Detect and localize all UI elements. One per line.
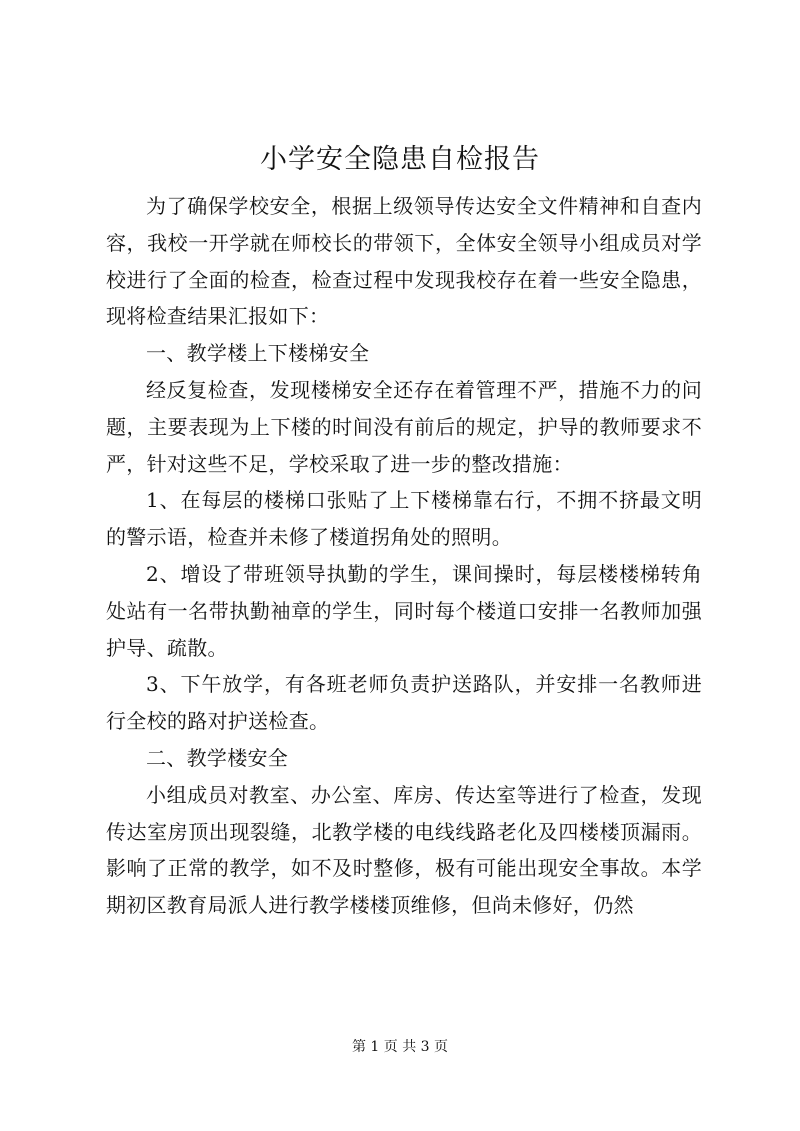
paragraph-intro: 为了确保学校安全，根据上级领导传达安全文件精神和自查内容，我校一开学就在师校长的带领下，全体安全领导小组成员对学校进行了全面的检查，检查过程中发现我校存在着一些安全隐患，现将检查结果汇报如下： — [106, 194, 702, 329]
list-item-measure-3: 3、下午放学，有各班老师负责护送路队，并安排一名教师进行全校的路对护送检查。 — [106, 672, 702, 734]
document-body — [106, 188, 702, 924]
paragraph-building-findings: 小组成员对教室、办公室、库房、传达室等进行了检查，发现传达室房顶出现裂缝，北教学楼的电线线路老化及四楼楼顶漏雨。影响了正常的教学，如不及时整修，极有可能出现安全事故。本学期初区教育局派人进行教学楼楼顶维修，但尚未修好，仍然 — [106, 782, 702, 918]
section-heading-stairs: 一、教学楼上下楼梯安全 — [146, 341, 370, 366]
page-footer: 第 1 页 共 3 页 — [351, 1039, 449, 1055]
section-heading-building: 二、教学楼安全 — [146, 745, 289, 770]
paragraph-stairs-findings: 经反复检查，发现楼梯安全还存在着管理不严，措施不力的问题，主要表现为上下楼的时间没有前后的规定，护导的教师要求不严，针对这些不足，学校采取了进一步的整改措施： — [106, 377, 702, 476]
list-item-measure-2: 2、增设了带班领导执勤的学生，课间操时，每层楼楼梯转角处站有一名带执勤袖章的学生，同时每个楼道口安排一名教师加强护导、疏散。 — [106, 561, 702, 660]
document-title: 小学安全隐患自检报告 — [260, 144, 540, 175]
list-item-measure-1: 1、在每层的楼梯口张贴了上下楼梯靠右行，不拥不挤最文明的警示语，检查并未修了楼道拐角处的照明。 — [106, 488, 702, 550]
